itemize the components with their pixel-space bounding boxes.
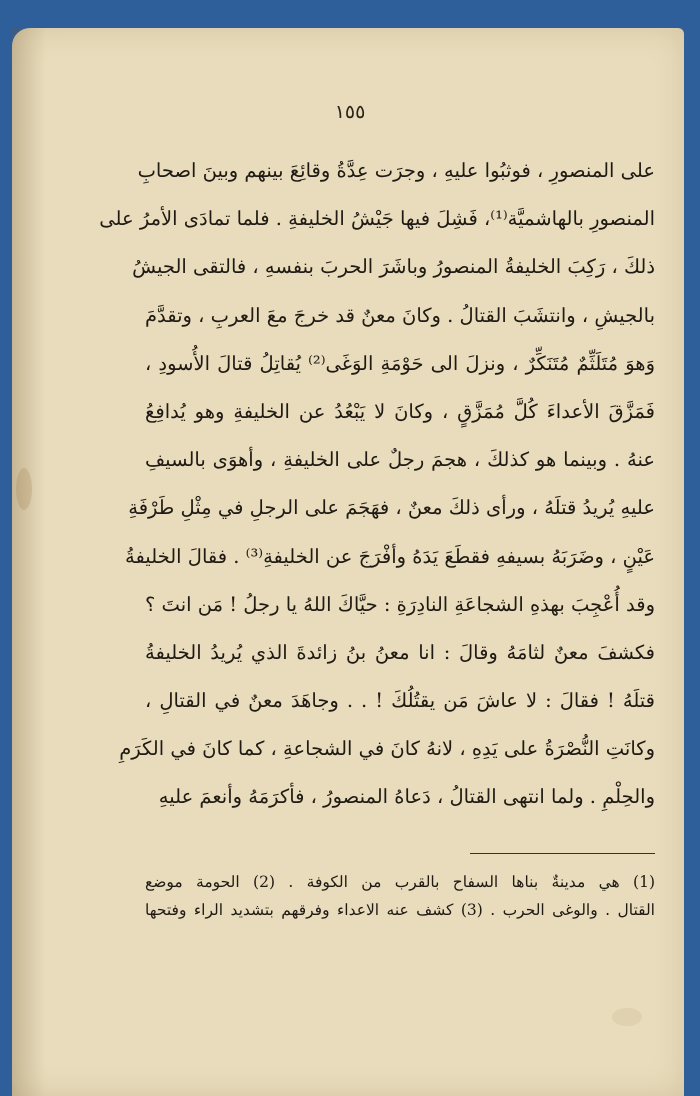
- text-line: والحِلْمِ . ولما انتهى القتالُ ، دَعاهُ المنصورُ ، فأكرَمَهُ وأنعمَ عليهِ: [158, 785, 655, 809]
- footnote-line: القتال . والوغى الحرب . (3) كشف عنه الاعداء وفرقهم بتشديد الراء وفتحها: [145, 901, 655, 919]
- text-line: ذلكَ ، رَكِبَ الخليفةُ المنصورُ وباشَرَ الحربَ بنفسهِ ، فالتقى الجيشُ: [132, 255, 655, 279]
- text-line: فَمَزَّقَ الأعداءَ كُلَّ مُمَزَّقٍ ، وكانَ لا يَبْعُدُ عن الخليفةِ وهو يُدافِعُ: [145, 399, 655, 423]
- body-text: [99, 147, 655, 822]
- footnote-divider: [470, 853, 655, 854]
- text-line: عنهُ . وبينما هو كذلكَ ، هجمَ رجلٌ على الخليفةِ ، وأهوَى بالسيفِ: [145, 448, 655, 472]
- text-line: على المنصورِ ، فوثبُوا عليهِ ، وجرَت عِدَّةُ وقائِعَ بينهم وبينَ اصحابِ: [137, 159, 655, 182]
- paper-stain: [16, 468, 32, 510]
- text-line: وقد أُعْجِبَ بهذهِ الشجاعَةِ النادِرَةِ : حيَّاكَ اللهُ يا رجلُ ! مَن انتَ ؟: [145, 592, 655, 616]
- text-line: بالجيشِ ، وانتشَبَ القتالُ . وكانَ معنٌ قد خرجَ معَ العربِ ، وتقدَّمَ: [144, 303, 655, 327]
- footnote-line: (1) هي مدينةٌ بناها السفاح بالقرب من الكوفة . (2) الحومة موضع: [145, 873, 655, 891]
- text-line: المنصورِ بالهاشميَّة⁽¹⁾، فَشِلَ فيها جَيْشُ الخليفةِ . فلما تمادَى الأمرُ على: [99, 207, 655, 231]
- text-line: عَيْنٍ ، وضَرَبَهُ بسيفهِ فقطَعَ يَدَهُ وأفْرَجَ عن الخليفةِ⁽³⁾ . فقالَ الخليفةُ: [124, 544, 655, 568]
- footnotes: [145, 868, 655, 924]
- paper-stain: [612, 1008, 642, 1026]
- text-line: قتلَهُ ! فقالَ : لا عاشَ مَن يقتُلُكَ ! . . وجاهَدَ معنٌ في القتالِ ،: [145, 689, 655, 713]
- text-line: وكانَتِ النُّصْرَةُ على يَدِهِ ، لانهُ كانَ في الشجاعةِ ، كما كانَ في الكَرَمِ: [119, 737, 655, 761]
- text-line: وَهوَ مُتَلَثِّمٌ مُتَنَكِّرٌ ، ونزلَ الى حَوْمَةِ الوَغَى⁽²⁾ يُقاتِلُ قتالَ الأُسودِ ،: [145, 351, 655, 375]
- page-number: ١٥٥: [334, 101, 366, 123]
- text-line: عليهِ يُريدُ قتلَهُ ، ورأى ذلكَ معنٌ ، فهَجَمَ على الرجلِ في مِثْلِ طَرْفَةِ: [128, 496, 655, 520]
- text-line: فكشفَ معنٌ لثامَهُ وقالَ : انا معنُ بنُ زائدةَ الذي يُريدُ الخليفةُ: [145, 640, 655, 664]
